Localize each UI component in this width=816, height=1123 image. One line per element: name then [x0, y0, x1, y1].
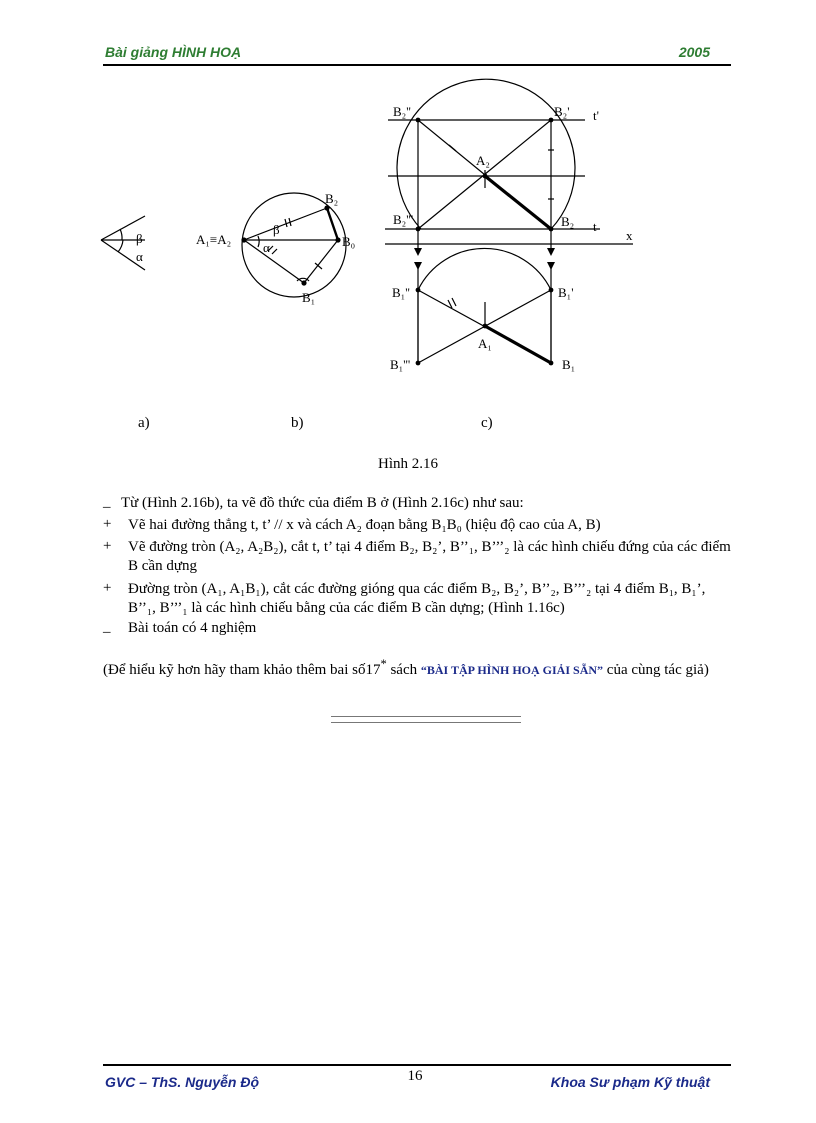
tick-b4 — [272, 249, 277, 254]
label-A1: A₁ — [478, 336, 492, 351]
bullet-4: + — [103, 580, 112, 596]
tick-c7 — [452, 298, 456, 306]
section-separator — [331, 716, 521, 723]
label-B2: B₂ — [561, 214, 575, 229]
bold-diag-lower — [485, 326, 551, 363]
label-alpha-b: α — [263, 240, 270, 255]
label-B1p: B₁' — [558, 285, 574, 300]
label-B1: B₁ — [562, 357, 576, 372]
label-B2pp: B₂'' — [393, 104, 411, 119]
label-t: t — [593, 219, 597, 234]
tick-c4 — [449, 145, 456, 151]
seg-A2-B2 — [244, 208, 327, 240]
reference-paragraph — [103, 655, 718, 680]
text-line-2: Vẽ hai đường thẳng t, t’ // x và cách A₂ đoạn bằng B₁B₀ (hiệu độ cao của A, B) — [128, 517, 601, 533]
footer-faculty: Khoa Sư phạm Kỹ thuật — [550, 1074, 710, 1090]
beta-arc — [120, 229, 122, 240]
text-line-4: Đường tròn (A₁, A₁B₁), cắt các đường gióng qua các điểm B₂, B₂’, B’’₂, B’’’₂ tại 4 điểm B₁, B₁’, B’’₁, B’’’₁ là các hình chiếu bằng của các điểm B cần dựng; (Hình 1.16c) — [128, 581, 706, 616]
seg-B1-B0 — [304, 240, 338, 283]
page-number: 16 — [407, 1068, 423, 1084]
text-line-1: Từ (Hình 2.16b), ta vẽ đồ thức của điểm B ở (Hình 2.16c) như sau: — [121, 495, 524, 511]
ref-mid: sách — [386, 662, 421, 678]
figure-caption: Hình 2.16 — [378, 456, 438, 472]
header-course-title: Bài giảng HÌNH HOẠ — [105, 44, 242, 60]
subfigure-label-c: c) — [481, 415, 493, 431]
label-beta-b: β — [273, 222, 280, 237]
ref-star: * — [380, 657, 387, 671]
label-B1-b: B₁ — [302, 290, 316, 305]
bullet-5: _ — [103, 619, 111, 635]
seg-B2-B0 — [327, 208, 338, 240]
label-x: x — [626, 228, 633, 243]
ref-prefix: (Để hiểu kỹ hơn hãy tham khảo thêm bai số17 — [103, 662, 381, 678]
text-line-5: Bài toán có 4 nghiệm — [128, 620, 257, 636]
ref-suffix: của cùng tác giả) — [603, 662, 709, 678]
figure-2-16 — [0, 0, 816, 440]
circle-b — [242, 193, 346, 297]
bullet-2: + — [103, 516, 112, 532]
footer-author: GVC – ThS. Nguyễn Độ — [105, 1074, 260, 1090]
label-B2p: B₂' — [554, 104, 570, 119]
label-beta: β — [136, 231, 143, 246]
ref-book-title: “BÀI TẬP HÌNH HOẠ GIẢI SẴN” — [420, 663, 604, 677]
footer-rule — [103, 1064, 731, 1066]
label-tp: t' — [593, 108, 599, 123]
bullet-1: _ — [103, 494, 111, 510]
bold-diag-upper — [485, 176, 551, 229]
label-B1ppp: B₁''' — [390, 357, 411, 372]
bullet-3: + — [103, 538, 112, 554]
label-B2ppp: B₂''' — [393, 212, 414, 227]
alpha-arc-b — [258, 236, 259, 247]
label-B1pp: B₁'' — [392, 285, 410, 300]
header-year: 2005 — [678, 44, 710, 60]
label-alpha: α — [136, 249, 143, 264]
label-B2-b: B₂ — [325, 191, 339, 206]
subfigure-label-a: a) — [138, 415, 150, 431]
label-A1-A2: A₁≡A₂ — [196, 232, 232, 247]
text-line-3: Vẽ đường tròn (A₂, A₂B₂), cắt t, t’ tại 4 điểm B₂, B₂’, B’’₁, B’’’₂ là các hình chiếu đứng của các điểm B cần dựng — [128, 539, 731, 574]
alpha-arc — [118, 240, 123, 252]
label-A2: A₂ — [476, 153, 490, 168]
subfigure-label-b: b) — [291, 415, 304, 431]
label-B0: B₀ — [342, 234, 356, 249]
